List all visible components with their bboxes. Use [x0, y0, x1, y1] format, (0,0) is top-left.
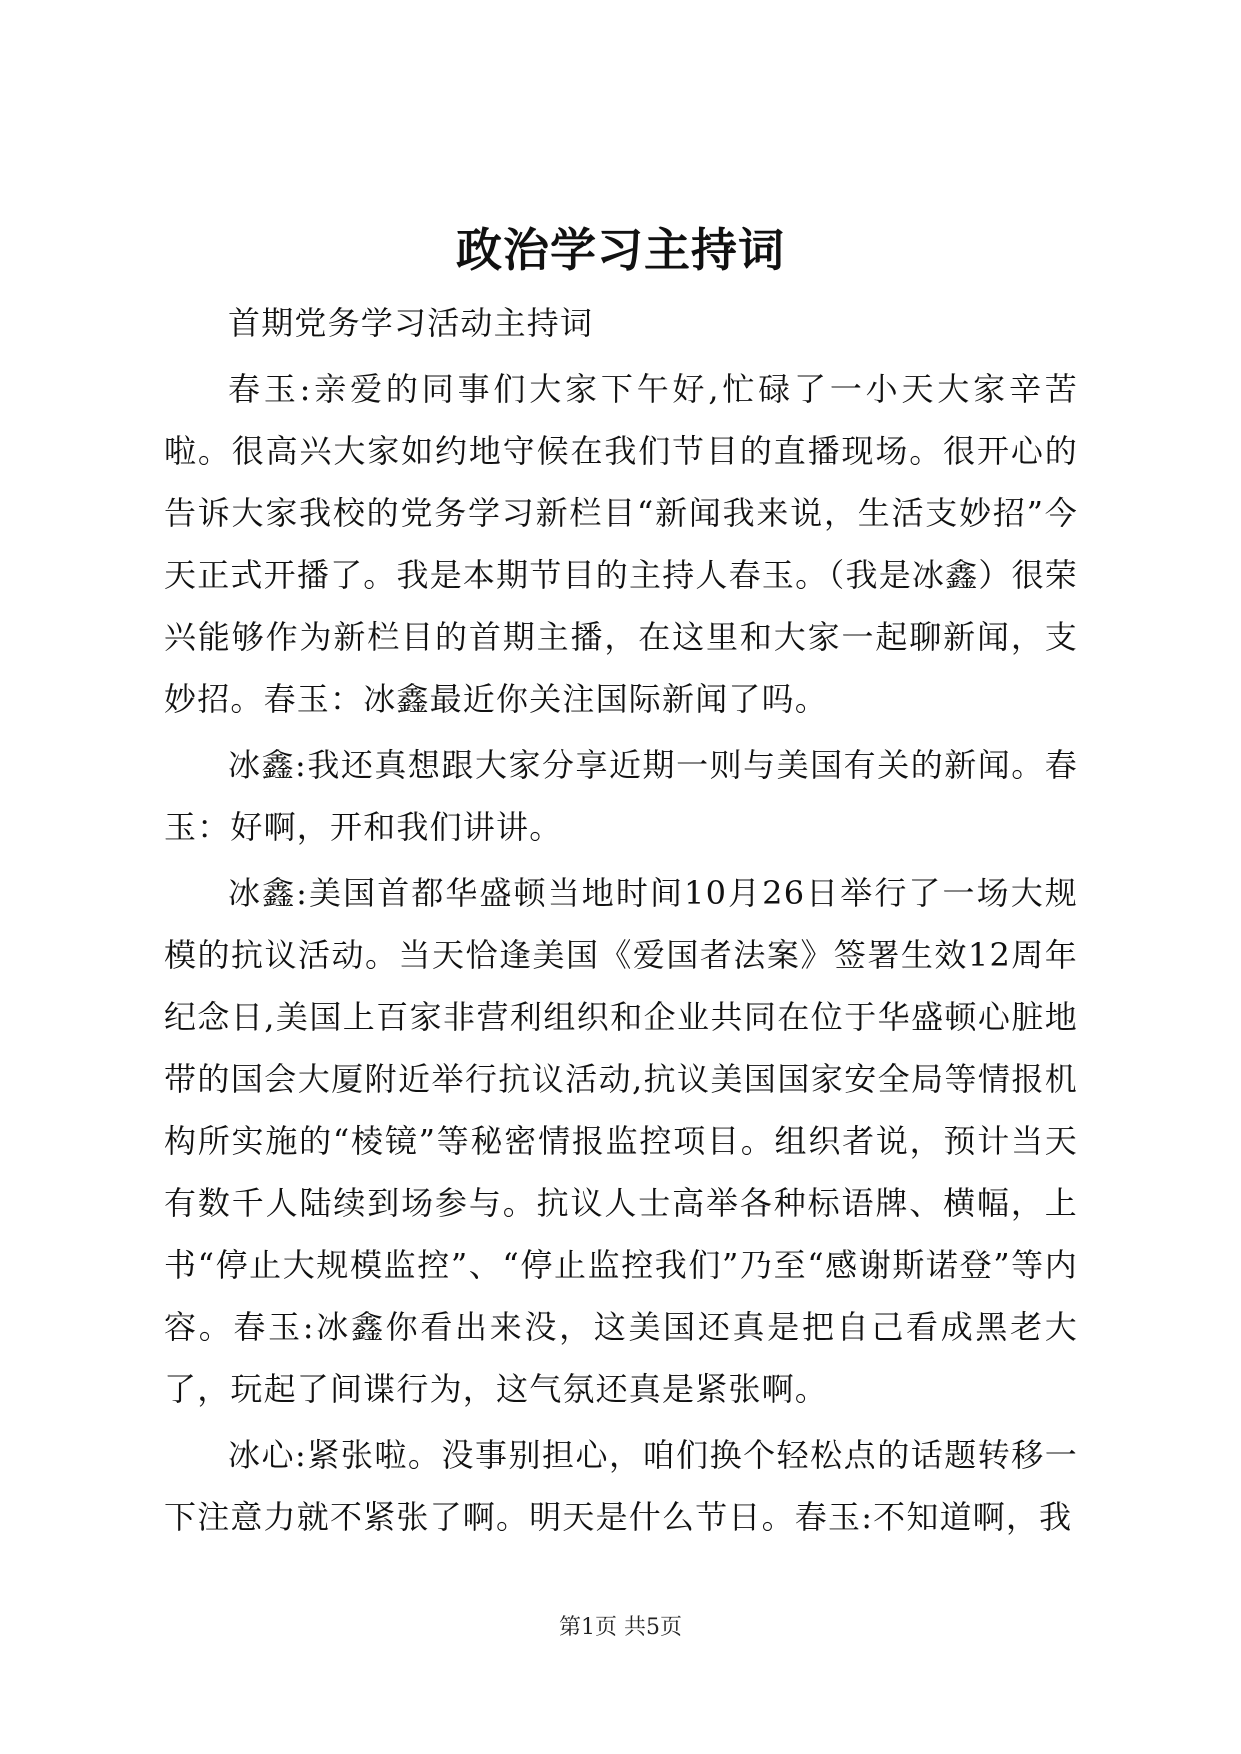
paragraph: 春玉:亲爱的同事们大家下午好,忙碌了一小天大家辛苦啦。很高兴大家如约地守候在我们节目的直播现场。很开心的告诉大家我校的党务学习新栏目“新闻我来说，生活支妙招”今天正式开播了。我是本期节目的主持人春玉。（我是冰鑫）很荣兴能够作为新栏目的首期主播，在这里和大家一起聊新闻，支妙招。春玉：冰鑫最近你关注国际新闻了吗。 — [164, 370, 1078, 718]
paragraph: 冰鑫:我还真想跟大家分享近期一则与美国有关的新闻。春玉：好啊，开和我们讲讲。 — [164, 746, 1078, 846]
page-number-footer: 第1页 共5页 — [559, 1615, 682, 1640]
document-body — [164, 292, 1078, 1552]
paragraph: 冰心:紧张啦。没事别担心，咱们换个轻松点的话题转移一下注意力就不紧张了啊。明天是什么节日。春玉:不知道啊，我 — [164, 1436, 1078, 1536]
paragraph-subtitle: 首期党务学习活动主持词 — [228, 304, 594, 342]
document-title: 政治学习主持词 — [456, 223, 785, 277]
paragraph: 冰鑫:美国首都华盛顿当地时间10月26日举行了一场大规模的抗议活动。当天恰逢美国《爱国者法案》签署生效12周年纪念日,美国上百家非营利组织和企业共同在位于华盛顿心脏地带的国会大厦附近举行抗议活动,抗议美国国家安全局等情报机构所实施的“棱镜”等秘密情报监控项目。组织者说，预计当天有数千人陆续到场参与。抗议人士高举各种标语牌、横幅，上书“停止大规模监控”、“停止监控我们”乃至“感谢斯诺登”等内容。春玉:冰鑫你看出来没，这美国还真是把自己看成黑老大了，玩起了间谍行为，这气氛还真是紧张啊。 — [164, 874, 1078, 1408]
